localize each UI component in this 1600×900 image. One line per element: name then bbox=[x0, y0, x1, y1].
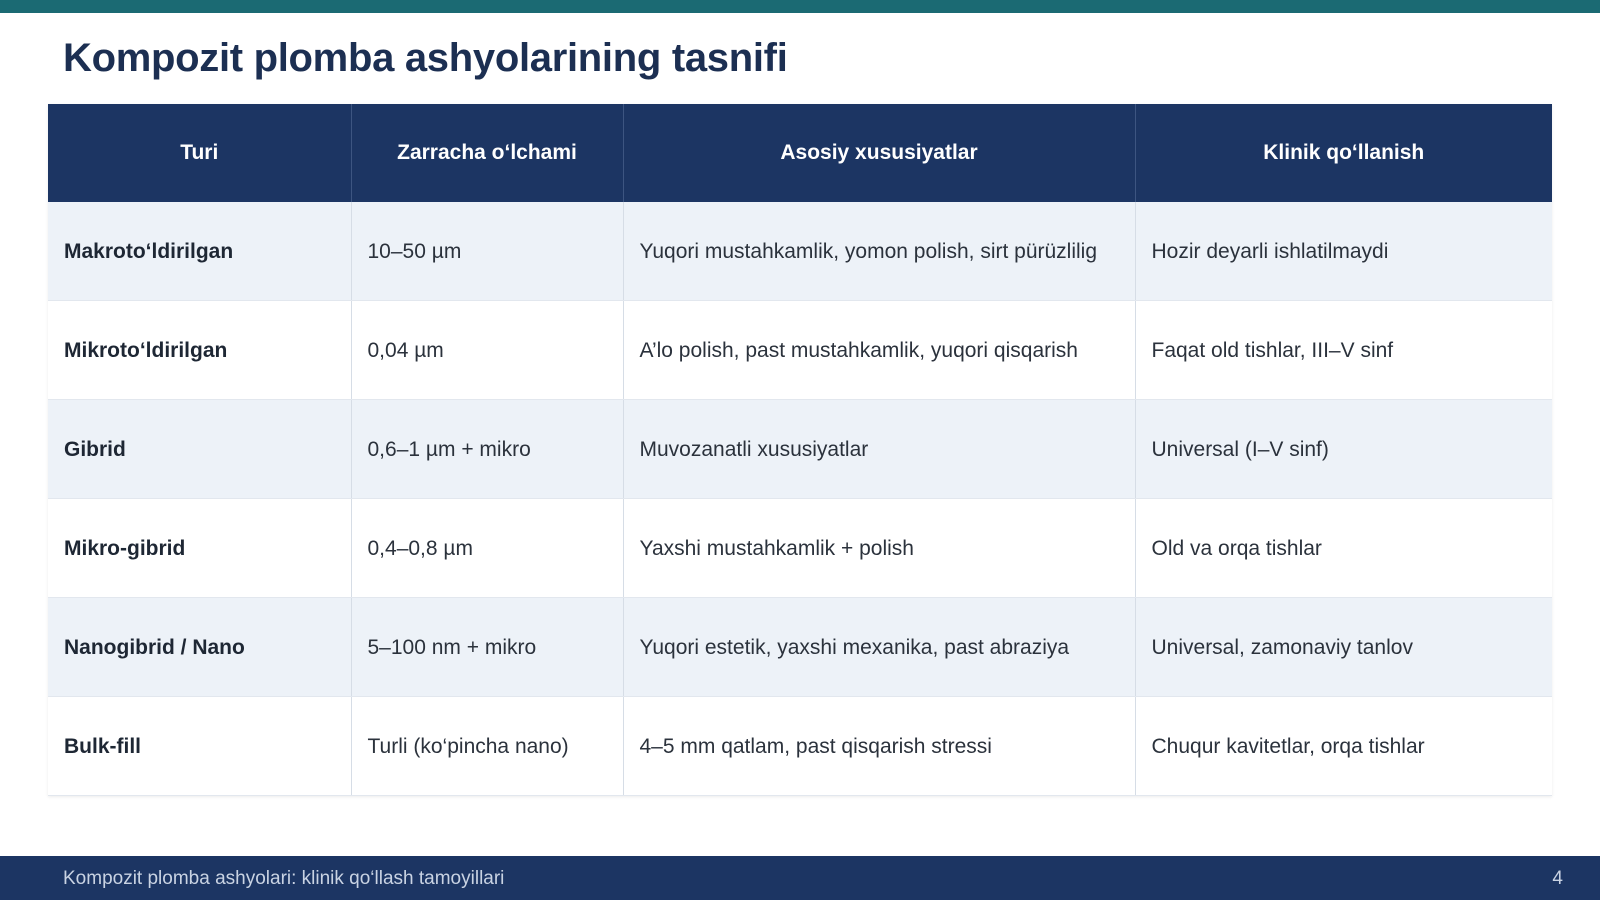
table-row bbox=[48, 499, 1552, 598]
table-row bbox=[48, 301, 1552, 400]
table-row bbox=[48, 202, 1552, 301]
classification-table bbox=[48, 104, 1552, 796]
cell-clinical-use: Universal (I–V sinf) bbox=[1135, 400, 1552, 499]
column-header-main-properties: Asosiy xususiyatlar bbox=[623, 104, 1135, 202]
cell-type: Mikro-gibrid bbox=[48, 499, 351, 598]
cell-particle-size: Turli (ko‘pincha nano) bbox=[351, 697, 623, 796]
page-number: 4 bbox=[1552, 868, 1563, 889]
cell-type: Nanogibrid / Nano bbox=[48, 598, 351, 697]
table-row bbox=[48, 598, 1552, 697]
table-row bbox=[48, 400, 1552, 499]
cell-particle-size: 10–50 µm bbox=[351, 202, 623, 301]
cell-main-properties: Muvozanatli xususiyatlar bbox=[623, 400, 1135, 499]
table-header-row bbox=[48, 104, 1552, 202]
cell-particle-size: 0,4–0,8 µm bbox=[351, 499, 623, 598]
cell-type: Makroto‘ldirilgan bbox=[48, 202, 351, 301]
cell-clinical-use: Chuqur kavitetlar, orqa tishlar bbox=[1135, 697, 1552, 796]
column-header-clinical-use: Klinik qo‘llanish bbox=[1135, 104, 1552, 202]
footer-bar bbox=[0, 856, 1600, 900]
cell-main-properties: Yaxshi mustahkamlik + polish bbox=[623, 499, 1135, 598]
cell-clinical-use: Hozir deyarli ishlatilmaydi bbox=[1135, 202, 1552, 301]
column-header-type: Turi bbox=[48, 104, 351, 202]
top-accent-bar bbox=[0, 0, 1600, 13]
column-header-particle-size: Zarracha o‘lchami bbox=[351, 104, 623, 202]
slide-title: Kompozit plomba ashyolarining tasnifi bbox=[63, 36, 788, 80]
cell-clinical-use: Universal, zamonaviy tanlov bbox=[1135, 598, 1552, 697]
cell-type: Gibrid bbox=[48, 400, 351, 499]
cell-main-properties: 4–5 mm qatlam, past qisqarish stressi bbox=[623, 697, 1135, 796]
cell-particle-size: 0,04 µm bbox=[351, 301, 623, 400]
cell-clinical-use: Old va orqa tishlar bbox=[1135, 499, 1552, 598]
cell-type: Mikroto‘ldirilgan bbox=[48, 301, 351, 400]
cell-clinical-use: Faqat old tishlar, III–V sinf bbox=[1135, 301, 1552, 400]
cell-particle-size: 5–100 nm + mikro bbox=[351, 598, 623, 697]
cell-main-properties: Yuqori mustahkamlik, yomon polish, sirt pürüzlilig bbox=[623, 202, 1135, 301]
classification-table-container bbox=[48, 104, 1552, 796]
cell-particle-size: 0,6–1 µm + mikro bbox=[351, 400, 623, 499]
table-row bbox=[48, 697, 1552, 796]
footer-text: Kompozit plomba ashyolari: klinik qo‘llash tamoyillari bbox=[63, 868, 505, 889]
cell-main-properties: Yuqori estetik, yaxshi mexanika, past abraziya bbox=[623, 598, 1135, 697]
cell-main-properties: A’lo polish, past mustahkamlik, yuqori qisqarish bbox=[623, 301, 1135, 400]
cell-type: Bulk-fill bbox=[48, 697, 351, 796]
